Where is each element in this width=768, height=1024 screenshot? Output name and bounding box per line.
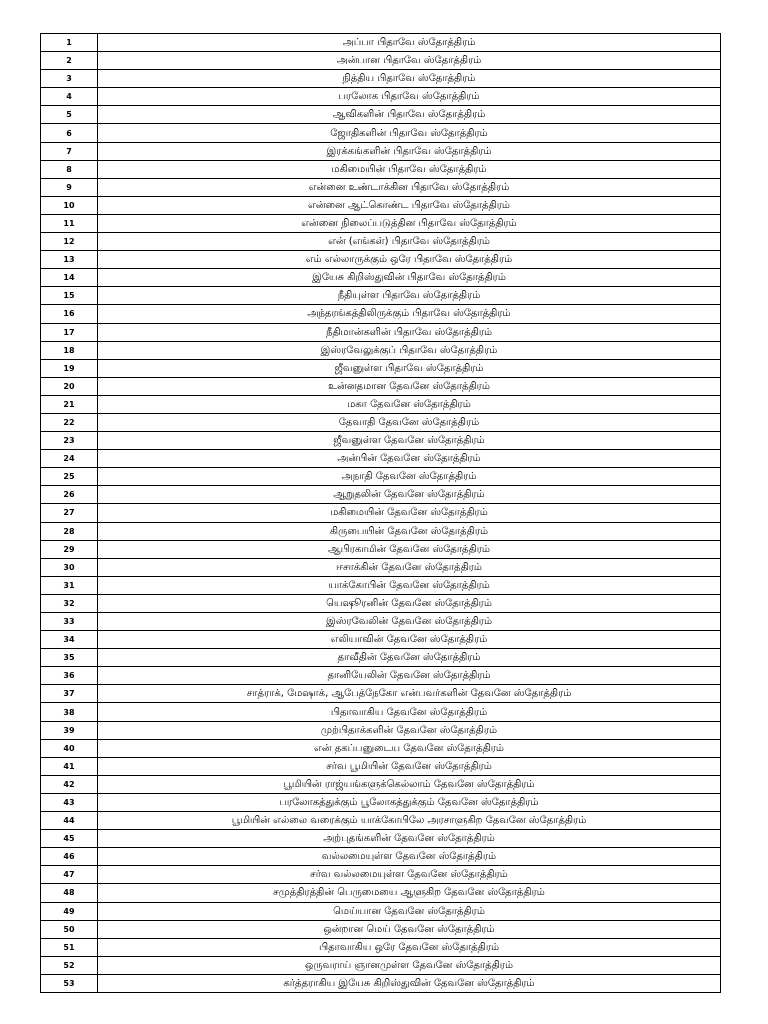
row-number: 42 <box>41 775 98 793</box>
table-row <box>41 70 721 88</box>
praise-text: மெய்யான தேவனே ஸ்தோத்திரம் <box>98 902 721 920</box>
table-row <box>41 613 721 631</box>
row-number: 45 <box>41 830 98 848</box>
row-number: 7 <box>41 142 98 160</box>
praise-text: அற்புதங்களின் தேவனே ஸ்தோத்திரம் <box>98 830 721 848</box>
praise-text: சர்வ பூமியின் தேவனே ஸ்தோத்திரம் <box>98 757 721 775</box>
praise-list-table <box>40 33 721 993</box>
row-number: 27 <box>41 504 98 522</box>
table-row <box>41 884 721 902</box>
row-number: 15 <box>41 287 98 305</box>
praise-text: ஒருவராய் ஞானமுள்ள தேவனே ஸ்தோத்திரம் <box>98 956 721 974</box>
praise-text: பரலோகத்துக்கும் பூலோகத்துக்கும் தேவனே ஸ்தோத்திரம் <box>98 793 721 811</box>
row-number: 10 <box>41 196 98 214</box>
praise-text: என்னை ஆட்கொண்ட பிதாவே ஸ்தோத்திரம் <box>98 196 721 214</box>
praise-text: கிருபையின் தேவனே ஸ்தோத்திரம் <box>98 522 721 540</box>
praise-text: இஸ்ரவேலின் தேவனே ஸ்தோத்திரம் <box>98 613 721 631</box>
table-row <box>41 413 721 431</box>
praise-text: அந்தரங்கத்திலிருக்கும் பிதாவே ஸ்தோத்திரம் <box>98 305 721 323</box>
row-number: 40 <box>41 739 98 757</box>
row-number: 29 <box>41 540 98 558</box>
praise-text: பூமியின் எல்லை வரைக்கும் யாக்கோபிலே அரசாளுகிற தேவனே ஸ்தோத்திரம் <box>98 812 721 830</box>
row-number: 32 <box>41 594 98 612</box>
row-number: 4 <box>41 88 98 106</box>
praise-text: ஜோதிகளின் பிதாவே ஸ்தோத்திரம் <box>98 124 721 142</box>
praise-text: ஆவிகளின் பிதாவே ஸ்தோத்திரம் <box>98 106 721 124</box>
table-row <box>41 793 721 811</box>
table-row <box>41 631 721 649</box>
row-number: 38 <box>41 703 98 721</box>
row-number: 9 <box>41 178 98 196</box>
table-row <box>41 920 721 938</box>
row-number: 26 <box>41 486 98 504</box>
table-row <box>41 848 721 866</box>
row-number: 22 <box>41 413 98 431</box>
table-row <box>41 902 721 920</box>
praise-text: மகிமையின் பிதாவே ஸ்தோத்திரம் <box>98 160 721 178</box>
table-row <box>41 287 721 305</box>
row-number: 12 <box>41 233 98 251</box>
praise-text: என்னை நிலைப்படுத்தின பிதாவே ஸ்தோத்திரம் <box>98 214 721 232</box>
row-number: 51 <box>41 938 98 956</box>
praise-text: பிதாவாகிய ஒரே தேவனே ஸ்தோத்திரம் <box>98 938 721 956</box>
praise-text: எம் எல்லாருக்கும் ஒரே பிதாவே ஸ்தோத்திரம் <box>98 251 721 269</box>
row-number: 33 <box>41 613 98 631</box>
row-number: 48 <box>41 884 98 902</box>
row-number: 24 <box>41 450 98 468</box>
row-number: 28 <box>41 522 98 540</box>
praise-text: நீதியுள்ள பிதாவே ஸ்தோத்திரம் <box>98 287 721 305</box>
table-row <box>41 178 721 196</box>
row-number: 17 <box>41 323 98 341</box>
praise-text: ஈசாக்கின் தேவனே ஸ்தோத்திரம் <box>98 558 721 576</box>
row-number: 47 <box>41 866 98 884</box>
table-row <box>41 757 721 775</box>
row-number: 14 <box>41 269 98 287</box>
table-row <box>41 450 721 468</box>
table-row <box>41 866 721 884</box>
praise-text: தானியேலின் தேவனே ஸ்தோத்திரம் <box>98 667 721 685</box>
table-row <box>41 233 721 251</box>
praise-text: ஜீவனுள்ள பிதாவே ஸ்தோத்திரம் <box>98 359 721 377</box>
praise-text: நீதிமான்களின் பிதாவே ஸ்தோத்திரம் <box>98 323 721 341</box>
praise-text: என் தகப்பனுடைய தேவனே ஸ்தோத்திரம் <box>98 739 721 757</box>
row-number: 35 <box>41 649 98 667</box>
praise-text: உன்னதமான தேவனே ஸ்தோத்திரம் <box>98 377 721 395</box>
row-number: 39 <box>41 721 98 739</box>
table-row <box>41 576 721 594</box>
row-number: 6 <box>41 124 98 142</box>
praise-text: கர்த்தராகிய இயேசு கிறிஸ்துவின் தேவனே ஸ்தோத்திரம் <box>98 974 721 992</box>
table-row <box>41 812 721 830</box>
praise-text: தேவாதி தேவனே ஸ்தோத்திரம் <box>98 413 721 431</box>
row-number: 30 <box>41 558 98 576</box>
praise-text: ஆறுதலின் தேவனே ஸ்தோத்திரம் <box>98 486 721 504</box>
praise-text: ஜீவனுள்ள தேவனே ஸ்தோத்திரம் <box>98 432 721 450</box>
row-number: 3 <box>41 70 98 88</box>
row-number: 5 <box>41 106 98 124</box>
praise-text: எலியாவின் தேவனே ஸ்தோத்திரம் <box>98 631 721 649</box>
praise-text: நித்திய பிதாவே ஸ்தோத்திரம் <box>98 70 721 88</box>
row-number: 34 <box>41 631 98 649</box>
row-number: 19 <box>41 359 98 377</box>
praise-text: பரலோக பிதாவே ஸ்தோத்திரம் <box>98 88 721 106</box>
table-row <box>41 703 721 721</box>
row-number: 16 <box>41 305 98 323</box>
table-row <box>41 305 721 323</box>
row-number: 8 <box>41 160 98 178</box>
table-row <box>41 124 721 142</box>
row-number: 13 <box>41 251 98 269</box>
praise-text: ஒன்றான மெய் தேவனே ஸ்தோத்திரம் <box>98 920 721 938</box>
table-row <box>41 196 721 214</box>
row-number: 43 <box>41 793 98 811</box>
praise-text: மகிமையின் தேவனே ஸ்தோத்திரம் <box>98 504 721 522</box>
table-row <box>41 468 721 486</box>
table-row <box>41 88 721 106</box>
table-row <box>41 522 721 540</box>
praise-text: இஸ்ரவேலுக்குப் பிதாவே ஸ்தோத்திரம் <box>98 341 721 359</box>
praise-text: இரக்கங்களின் பிதாவே ஸ்தோத்திரம் <box>98 142 721 160</box>
praise-text: பூமியின் ராஜ்யங்களுக்கெல்லாம் தேவனே ஸ்தோத்திரம் <box>98 775 721 793</box>
praise-text: அநாதி தேவனே ஸ்தோத்திரம் <box>98 468 721 486</box>
table-row <box>41 649 721 667</box>
row-number: 23 <box>41 432 98 450</box>
table-row <box>41 956 721 974</box>
praise-text: சர்வ வல்லமையுள்ள தேவனே ஸ்தோத்திரம் <box>98 866 721 884</box>
row-number: 46 <box>41 848 98 866</box>
table-row <box>41 395 721 413</box>
row-number: 25 <box>41 468 98 486</box>
table-row <box>41 341 721 359</box>
table-row <box>41 540 721 558</box>
row-number: 41 <box>41 757 98 775</box>
praise-text: யாக்கோபின் தேவனே ஸ்தோத்திரம் <box>98 576 721 594</box>
table-row <box>41 214 721 232</box>
praise-text: என்னை உண்டாக்கின பிதாவே ஸ்தோத்திரம் <box>98 178 721 196</box>
praise-text: பிதாவாகிய தேவனே ஸ்தோத்திரம் <box>98 703 721 721</box>
praise-text: மகா தேவனே ஸ்தோத்திரம் <box>98 395 721 413</box>
table-row <box>41 667 721 685</box>
table-row <box>41 830 721 848</box>
row-number: 1 <box>41 34 98 52</box>
row-number: 21 <box>41 395 98 413</box>
praise-text: வல்லமையுள்ள தேவனே ஸ்தோத்திரம் <box>98 848 721 866</box>
table-row <box>41 269 721 287</box>
row-number: 52 <box>41 956 98 974</box>
praise-text: யெஷூரனின் தேவனே ஸ்தோத்திரம் <box>98 594 721 612</box>
table-row <box>41 359 721 377</box>
praise-text: சாத்ராக், மேஷாக், ஆபேத்நேகோ என்பவர்களின் தேவனே ஸ்தோத்திரம் <box>98 685 721 703</box>
table-row <box>41 52 721 70</box>
row-number: 31 <box>41 576 98 594</box>
praise-text: முற்பிதாக்களின் தேவனே ஸ்தோத்திரம் <box>98 721 721 739</box>
table-row <box>41 721 721 739</box>
praise-text: ஆபிரகாமின் தேவனே ஸ்தோத்திரம் <box>98 540 721 558</box>
row-number: 44 <box>41 812 98 830</box>
praise-text: தாவீதின் தேவனே ஸ்தோத்திரம் <box>98 649 721 667</box>
row-number: 2 <box>41 52 98 70</box>
row-number: 18 <box>41 341 98 359</box>
row-number: 20 <box>41 377 98 395</box>
table-row <box>41 486 721 504</box>
praise-list-body <box>41 34 721 993</box>
table-row <box>41 775 721 793</box>
row-number: 50 <box>41 920 98 938</box>
praise-text: அன்பின் தேவனே ஸ்தோத்திரம் <box>98 450 721 468</box>
table-row <box>41 377 721 395</box>
table-row <box>41 974 721 992</box>
table-row <box>41 160 721 178</box>
table-row <box>41 251 721 269</box>
table-row <box>41 323 721 341</box>
table-row <box>41 739 721 757</box>
row-number: 37 <box>41 685 98 703</box>
table-row <box>41 558 721 576</box>
table-row <box>41 938 721 956</box>
row-number: 49 <box>41 902 98 920</box>
praise-text: அப்பா பிதாவே ஸ்தோத்திரம் <box>98 34 721 52</box>
praise-text: இயேசு கிறிஸ்துவின் பிதாவே ஸ்தோத்திரம் <box>98 269 721 287</box>
row-number: 11 <box>41 214 98 232</box>
praise-text: சமுத்திரத்தின் பெருமையை ஆளுகிற தேவனே ஸ்தோத்திரம் <box>98 884 721 902</box>
praise-text: அன்பான பிதாவே ஸ்தோத்திரம் <box>98 52 721 70</box>
row-number: 53 <box>41 974 98 992</box>
table-row <box>41 432 721 450</box>
table-row <box>41 34 721 52</box>
praise-text: என் (எங்கள்) பிதாவே ஸ்தோத்திரம் <box>98 233 721 251</box>
table-row <box>41 142 721 160</box>
table-row <box>41 106 721 124</box>
table-row <box>41 594 721 612</box>
table-row <box>41 504 721 522</box>
table-row <box>41 685 721 703</box>
row-number: 36 <box>41 667 98 685</box>
